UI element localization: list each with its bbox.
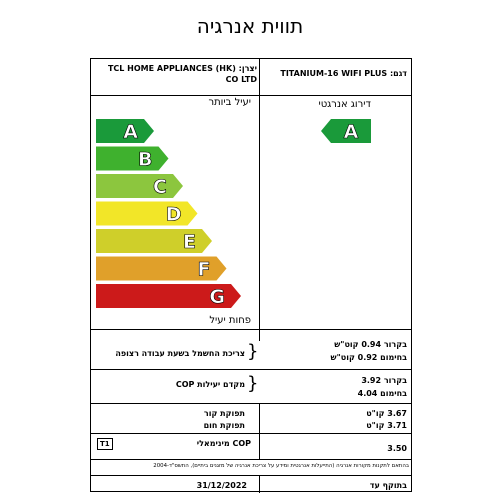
model-label: דגם: [389,69,407,78]
capacity-divider [91,433,411,434]
energy-scale [91,59,259,341]
consumption-divider [91,369,411,370]
manufacturer-name: TCL HOME APPLIANCES (HK) CO LTD [107,64,257,84]
consumption-heating: בחימום 0.92 קוט"ש [330,353,407,362]
heating-capacity-label: תפוקת חום [203,421,245,430]
regulation-footnote: בהתאם לתקנות מקורות אנרגיה (התייעלות אנרגטית ומידע על צריכת אנרגיה של מזגנים ביתיים), התשס"ד-2004 [153,463,409,469]
cop-brace: } [247,373,259,394]
label-title: תווית אנרגיה [196,14,304,38]
scale-divider [91,329,411,330]
min-cop-value: 3.50 [387,444,407,453]
min-cop-label: COP מינימאלי [196,439,251,448]
consumption-brace: } [247,341,259,362]
grade-arrow-b [96,147,169,171]
heating-capacity-value: 3.71 קו"ט [366,421,407,430]
cop-cooling: בקרור 3.92 [361,376,407,385]
capacity-column-divider [259,403,260,459]
grade-letter-f: F [197,258,211,281]
rating-arrow [259,59,413,341]
cop-label: מקדם יעילות COP [175,380,245,389]
min-cop-divider [91,459,411,460]
cooling-capacity-label: תפוקת קור [203,409,245,418]
grade-letter-b: B [138,148,153,171]
cop-heating: בחימום 4.04 [357,389,407,398]
efficient-label: יעיל ביותר [208,97,251,108]
grade-arrow-d [96,202,198,226]
validity-column-divider [259,475,260,493]
validity-label: בתוקף עד [369,481,407,490]
inefficient-label: פחות יעיל [209,315,251,326]
rating-label: דירוג אנרגטי [318,99,371,110]
validity-date: 31/12/2022 [196,481,247,490]
manufacturer-label: יצרן: [238,64,257,73]
footnote-divider [91,475,411,476]
consumption-cooling: בקרור 0.94 קוט"ש [334,340,407,349]
cop-divider [91,403,411,404]
model-name: TITANIUM-16 WIFI PLUS [280,69,388,78]
cooling-capacity-value: 3.67 קו"ט [366,409,407,418]
grade-letter-g: G [209,286,225,308]
grade-letter-a: A [123,121,138,143]
rating-grade-letter: A [343,121,359,143]
energy-label-frame [90,58,412,492]
grade-arrow-c [96,174,183,198]
t1-badge: T1 [97,438,113,450]
grade-letter-e: E [183,231,196,253]
grade-letter-c: C [153,176,167,198]
grade-letter-d: D [165,203,182,226]
consumption-label: צריכת החשמל בשעת עבודה רצופה [115,349,245,358]
